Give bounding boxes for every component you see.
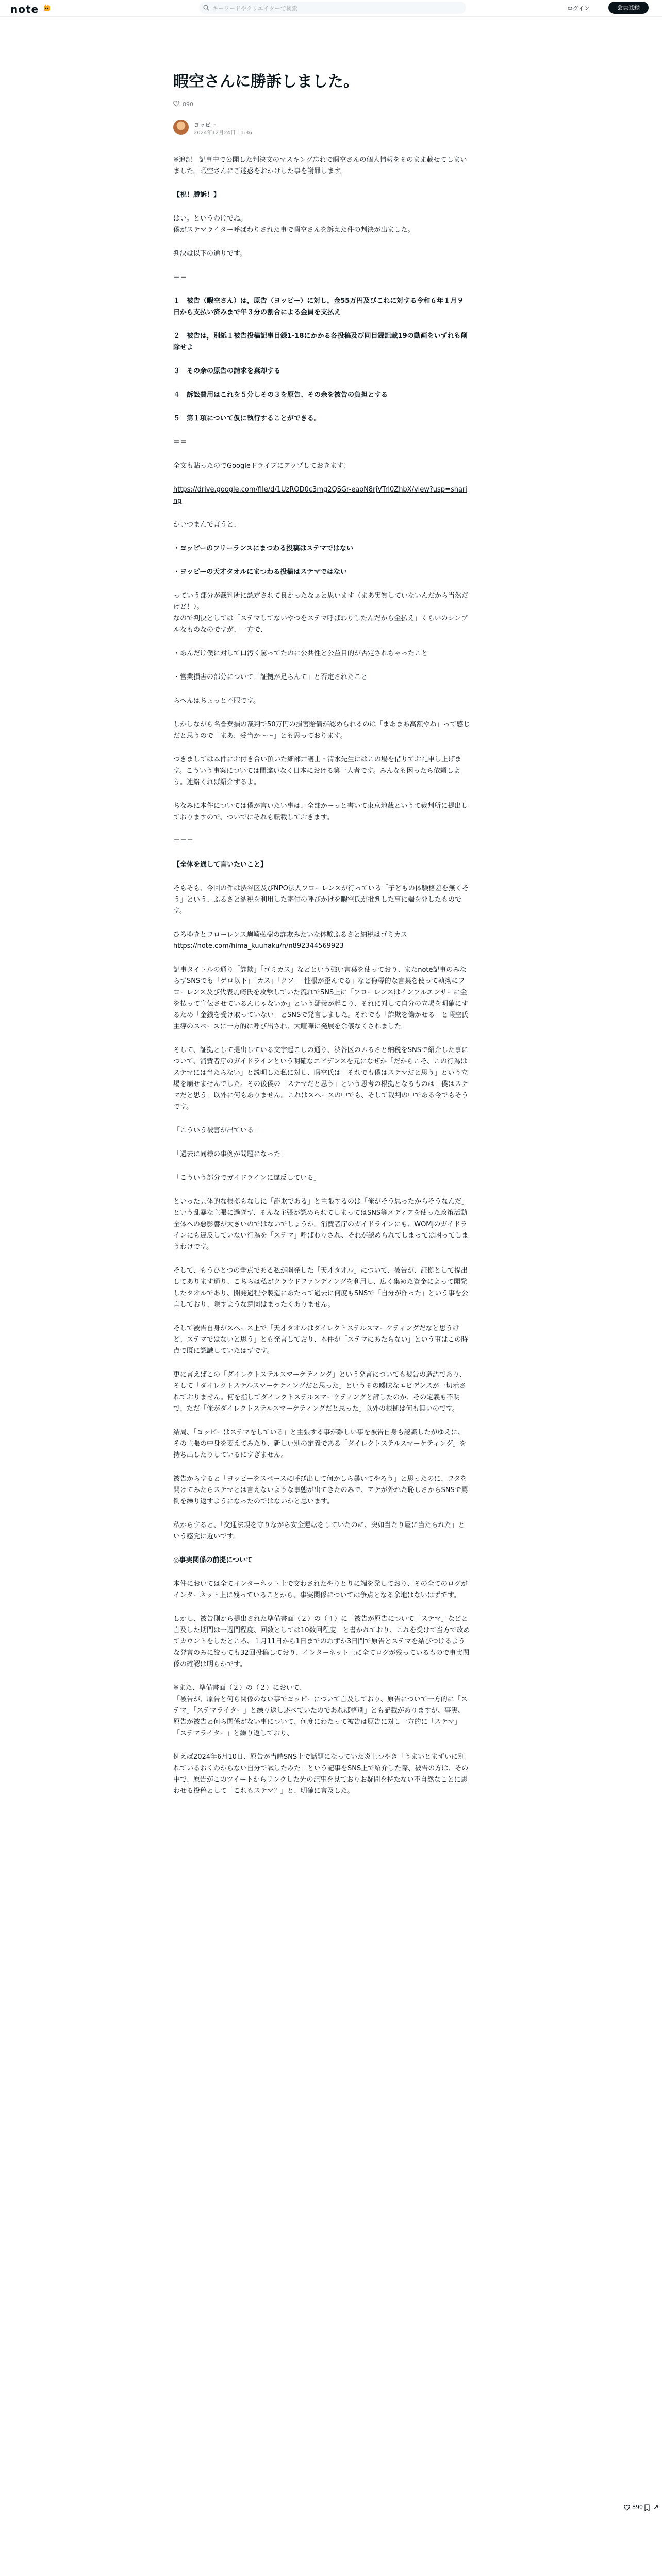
paragraph: といった具体的な根拠もなしに「詐欺である」と主張するのは「俺がそう思ったからそうなんだ」という乱暴な主張に過ぎず、そんな主張が認められてしまってはSNS等メディアを使った政策活動全体への悪影響が大きいのではないでしょうか。消費者庁のガイドラインにも、WOMJのガイドラインにも違反していない行為を「ステマ」呼ばわりされ、それが認められてしまっては困ってしまうわけです。 <box>173 1198 469 1251</box>
paragraph: 被告からすると「ヨッピーをスペースに呼び出して何かしら暴いてやろう」と思ったのに、フタを開けてみたらステマとは言えないような事態が出てきたのみで、アテが外れた恥しさからSNSで罵倒を繰り返すようになったのではないかと思います。 <box>173 1475 468 1505</box>
paragraph: 「過去に同様の事例が問題になった」 <box>173 1150 288 1158</box>
paragraph: ・ヨッピーのフリーランスにまつわる投稿はステマではない <box>173 545 354 552</box>
paragraph: ちなみに本件については僕が言いたい事は、全部かーっと書いて東京地裁というて裁判所に提出しておりますので、ついでにそれも転載しておきます。 <box>173 802 468 821</box>
paragraph: ◎事実関係の前提について <box>173 1556 253 1564</box>
search-icon <box>203 5 209 11</box>
paragraph: しかし、被告側から提出された準備書面（２）の（４）に「被告が原告について「ステマ」などと言及した期間は一週間程度、回数としては10数回程度」と書かれており、これを受けて当方で改めてカウントをしたところ、１月11日から1日までのわずか3日間で原告とステマを結びつけるような発言のみに絞っても32回投稿しており、インターネット上に全てログが残っているもので事実関係の確認は明らかです。 <box>173 1615 470 1668</box>
paragraph: そして、証拠として提出している文字起こしの通り、渋谷区のふるさと納税をSNSで紹介した事について、消費者庁のガイドラインという明確なエビデンスを元になぜか「だからこそ、この行為はステマには当たらない」と説明した私に対し、暇空氏は「それでも僕はステマだと思う」という立場を崩せませんでした。その後僕の「ステマだと思う」という思考の根拠となるものは「僕はステマだと思う」以外に何もありません。これはスペースの中でも、そして裁判の中である今でもそうです。 <box>173 1046 469 1111</box>
floating-action-bar <box>624 2503 660 2515</box>
paragraph: ４ 訴訟費用はこれを５分しその３を原告、その余を被告の負担とする <box>173 391 388 399</box>
search-input[interactable] <box>199 2 466 14</box>
paragraph: 結局、「ヨッピーはステマをしている」と主張する事が難しい事を被告自身も認識したがゆえに、その主張の中身を変えてみたり、新しい別の定義である「ダイレクトステルスマーケティング」を持ち出したりしているにすぎません。 <box>173 1429 467 1459</box>
paragraph: 更に言えばこの「ダイレクトステルスマーケティング」という発言についても被告の造語であり、そして「ダイレクトステルスマーケティングだと思った」というその曖昧なエビデンスが一切示されておりません。何を指してダイレクトステルスマーケティングと評したのか、その定義も不明で、ただ「俺がダイレクトステルスマーケティングだと思った」以外の根拠は何も無いのです。 <box>173 1371 466 1413</box>
section-divider: ＝＝ <box>173 438 187 446</box>
paragraph: ・ヨッピーの天才タオルにまつわる投稿はステマではない <box>173 568 347 576</box>
paragraph: っていう部分が裁判所に認定されて良かったなぁと思います（まあ実質していないんだから当然だけど！）。 なので判決としては「ステマしてないやつをステマ呼ばわりしたんだから金払え」くらいのシンプルなものなのですが、一方で、 <box>173 592 469 634</box>
paragraph: しかしながら名誉棄損の裁判で50万円の損害賠償が認められるのは「まあまあ高額やね」って感じだと思うので「まあ、妥当か～～」とも思っております。 <box>173 721 470 740</box>
paragraph: ひろゆきとフローレンス駒崎弘樹の詐欺みたいな体験ふるさと納税はゴミカス https://note.com/hima_kuuhaku/n/n892344569923 <box>173 931 408 950</box>
note-logo[interactable]: note <box>10 3 39 15</box>
paragraph: はい。というわけでね。 僕がステマライター呼ばわりされた事で暇空さんを訴えた件の判決が出ました。 <box>173 215 415 234</box>
heart-icon[interactable] <box>624 2505 630 2511</box>
floating-like-count: 890 <box>632 2504 643 2511</box>
avatar[interactable] <box>173 120 189 135</box>
search-placeholder: キーワードやクリエイターで検索 <box>212 5 297 12</box>
paragraph: そして、もうひとつの争点である私が開発した「天才タオル」について、被告が、証拠として提出してあります通り、こちらは私がクラウドファンディングを利用し、広く集めた資金によって開発したタオルであり、開発過程や製造にあたって過去に何度もSNSで「自分が作った」という事を公言しており、隠すような意図はまったくありません。 <box>173 1267 469 1309</box>
section-divider: ＝＝＝ <box>173 837 194 845</box>
paragraph: 私からすると、「交通法規を守りながら安全運転をしていたのに、突如当たり屋に当たられた」という感覚に近いです。 <box>173 1521 465 1540</box>
paragraph: 本件においては全てインターネット上で交わされたやりとりに端を発しており、その全てのログがインターネット上に残っていることから、事実関係については争点となる余地はないはずです。 <box>173 1580 468 1599</box>
publish-date: 2024年12月24日 11:36 <box>194 130 252 136</box>
heart-icon <box>173 101 179 107</box>
paragraph: 判決は以下の通りです。 <box>173 250 246 258</box>
like-counter[interactable] <box>173 101 193 108</box>
paragraph: ３ その余の原告の請求を棄却する <box>173 367 281 375</box>
paragraph: 記事タイトルの通り「詐欺」「ゴミカス」などという強い言葉を使っており、またnote記事のみならずSNSでも「ゲロ以下」「カス」「クソ」「性根が歪んでる」など侮辱的な言葉を使って執拗にフローレンス及び代表駒崎氏を攻撃していた流れでSNS上に「フローレンスはインフルエンサーに金を払って宣伝させているんじゃないか」という疑義が起こり、それに対して自分の立場を明確にするため「金銭を受け取っていない」とSNSで発言しました。それでも「詐欺を働かせる」と暇空氏主導のスペースに一方的に呼び出され、大喧嘩に発展を余儀なくされました。 <box>173 966 469 1030</box>
paragraph: つきましては本件にお付き合い頂いた細部井護士・清水先生にはこの場を借りてお礼申し上げます。こういう事案については間違いなく日本における第一人者です。みんなも困ったら依頼しよう。連絡くれば紹介するよ。 <box>173 756 462 786</box>
paragraph: ２ 被告は，別紙１被告投稿記事目録1-18にかかる各投稿及び同目録記載19の動画をいずれも削除せよ <box>173 332 468 351</box>
paragraph: １ 被告（暇空さん）は，原告（ヨッピー）に対し，金55万円及びこれに対する令和６年１月９日から支払い済みまで年３分の割合による金員を支払え <box>173 297 464 316</box>
note-mascot-icon <box>43 4 51 11</box>
login-link[interactable]: ログイン <box>567 5 590 12</box>
paragraph: ・営業損害の部分について「証拠が足らんて」と否定されたこと <box>173 673 368 681</box>
page-title: 暇空さんに勝訴しました。 <box>173 73 359 91</box>
paragraph: かいつまんで言うと、 <box>173 521 241 529</box>
paragraph: ※追記 記事中で公開した判決文のマスキング忘れで暇空さんの個人情報をそのまま載せてしまいました。暇空さんにご迷惑をおかけした事を謝罪します。 <box>173 156 467 175</box>
paragraph: ・あんだけ僕に対して口汚く罵ってたのに公共性と公益目的が否定されちゃったこと <box>173 650 428 657</box>
paragraph: ５ 第１項について仮に執行することができる。 <box>173 415 321 422</box>
paragraph: らへんはちょっと不服です。 <box>173 697 260 705</box>
paragraph: そして被告自身がスペース上で「天才タオルはダイレクトステルスマーケティングだなと思うけど、ステマではないと思う」とも発言しており、本件が「ステマにあたらない」という事はこの時点で既に認識していたはずです。 <box>173 1325 468 1355</box>
paragraph: ※また、準備書面（２）の（２）において、 「被告が、原告と何ら関係のない事でヨッピーについて言及しており、原告について一方的に「ステマ」「ステマライター」と繰り返し述べていたのであれば格別」とも記載がありますが、事実、原告が被告と何ら関係がない事について、何度にわたって被告は原告に対し一方的に「ステマ」「ステマライター」と繰り返しており、 <box>173 1684 468 1737</box>
section-divider: ＝＝ <box>173 274 187 281</box>
share-icon[interactable] <box>653 2504 659 2511</box>
paragraph: 「こういう部分でガイドラインに違反している」 <box>173 1174 321 1182</box>
paragraph: そもそも、今回の件は渋谷区及びNPO法人フローレンスが行っている「子どもの体験格差を無くそう」という、ふるさと納税を利用した寄付の呼びかけを暇空氏が批判した事に端を発したものです。 <box>173 885 469 915</box>
paragraph: 全文も貼ったのでGoogleドライブにアップしておきます！ <box>173 462 351 470</box>
author-name[interactable]: ヨッピー <box>194 122 217 128</box>
paragraph: 【全体を通して言いたいこと】 <box>173 861 268 869</box>
signup-button[interactable]: 会員登録 <box>608 2 649 14</box>
drive-link[interactable]: https://drive.google.com/file/d/1UzROD0c3mg2QSGr-eaoN8rjVTrl0ZhbX/view?usp=sharing <box>173 486 467 505</box>
paragraph: 【祝！勝訴！】 <box>173 191 221 199</box>
site-header <box>0 0 662 17</box>
paragraph: 「こういう被害が出ている」 <box>173 1127 261 1134</box>
paragraph: 例えば2024年6月10日、原告が当時SNS上で話題になっていた炎上つやき「うまいとまずいに別れているおくわからない自分で試したみた」という記事をSNS上で紹介した際、被告の方は、その中で、原告がこのツイートからリンクした先の記事を見ておりお疑問を持たない不自然なことに思わせる投稿として「これもステマ？」と、明確に言及した。 <box>173 1753 469 1795</box>
bookmark-icon[interactable] <box>644 2504 650 2511</box>
like-count: 890 <box>183 101 193 108</box>
